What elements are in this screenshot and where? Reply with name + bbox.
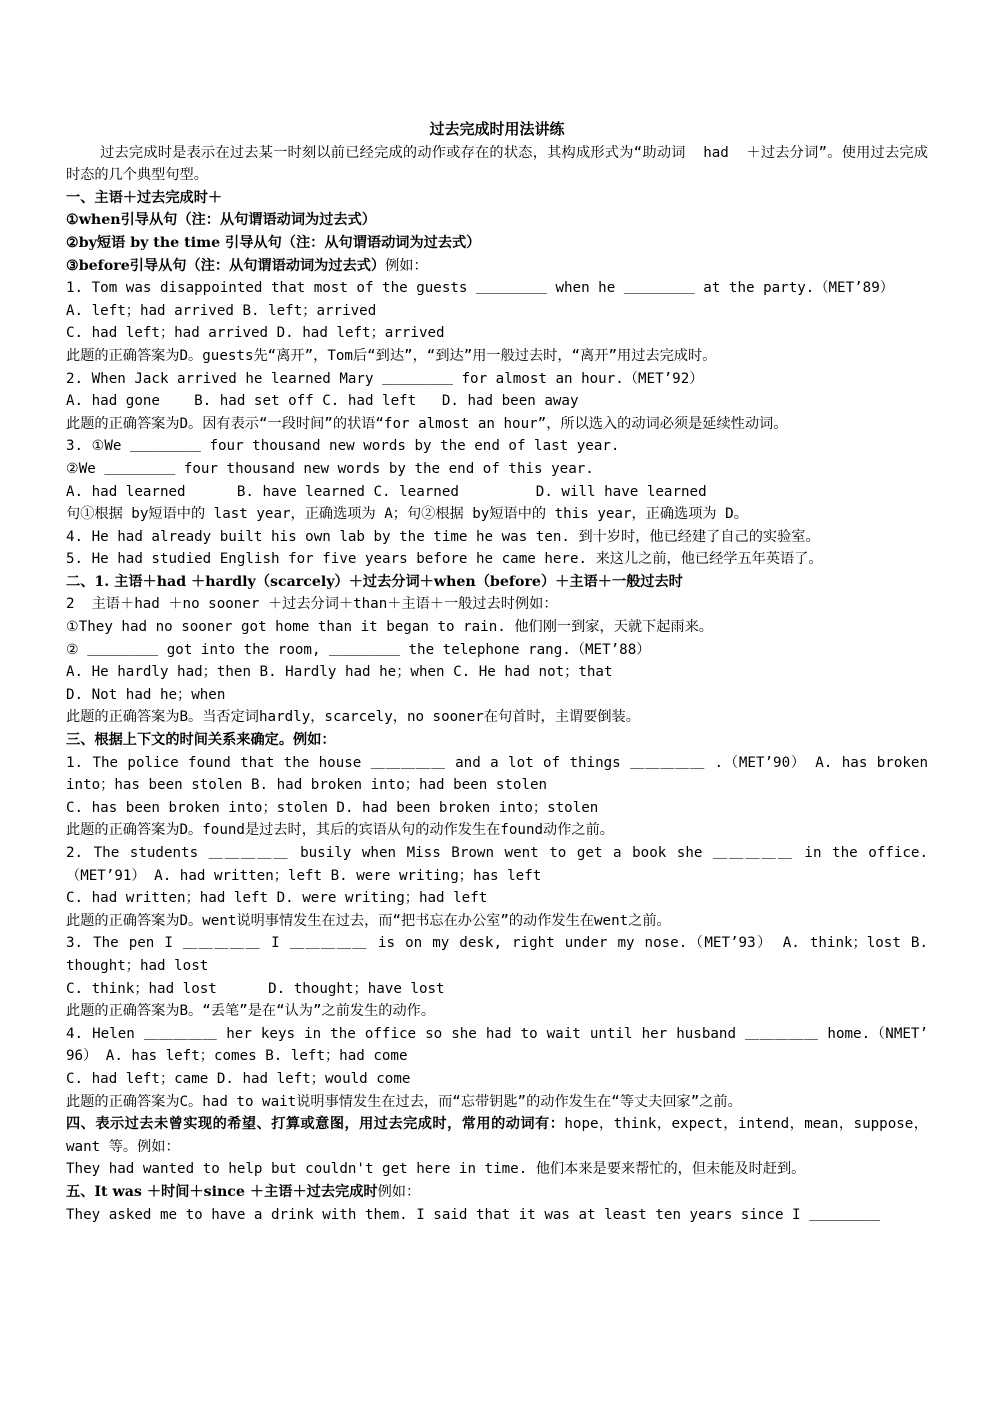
text-segment: hope，think，expect，intend，mean，suppose，want 等。例如：	[66, 1116, 928, 1155]
text-line: C. had left；had arrived D. had left；arrived	[66, 325, 445, 342]
text-line: 此题的正确答案为B。“丢笔”是在“认为”之前发生的动作。	[66, 1003, 436, 1020]
text-line: ②We ＿＿＿＿＿ four thousand new words by the end of this year.	[66, 460, 594, 477]
text-line: They asked me to have a drink with them. I said that it was at least ten years since I ＿＿＿＿＿	[66, 1206, 881, 1223]
text-segment: 五、It was ＋时间＋since ＋主语＋过去完成时	[66, 1183, 378, 1200]
document-title: 过去完成时用法讲练	[429, 120, 565, 138]
text-line: 1. Tom was disappointed that most of the guests ＿＿＿＿＿ when he ＿＿＿＿＿ at the party.（MET’89）	[66, 280, 894, 297]
text-line: 过去完成时是表示在过去某一时刻以前已经完成的动作或存在的状态，其构成形式为“助动词 had ＋过去分词”。使用过去完成时态的几个典型句型。	[66, 144, 928, 184]
text-segment: 例如：	[385, 257, 428, 274]
text-line: They had wanted to help but couldn't get here in time. 他们本来是要来帮忙的，但未能及时赶到。	[66, 1161, 806, 1178]
text-segment: 四、表示过去未曾实现的希望、打算或意图，用过去完成时，常用的动词有：	[66, 1116, 565, 1133]
text-line: A. had learned B. have learned C. learned D. will have learned	[66, 483, 707, 500]
text-line: A. He hardly had；then B. Hardly had he；when C. He had not；that	[66, 664, 613, 681]
text-line: 4. He had already built his own lab by the time he was ten. 到十岁时，他已经建了自己的实验室。	[66, 528, 820, 545]
text-line	[66, 255, 928, 278]
text-line: 此题的正确答案为D。found是过去时，其后的宾语从句的动作发生在found动作之前。	[66, 822, 614, 839]
text-line: 3. ①We ＿＿＿＿＿ four thousand new words by the end of last year.	[66, 438, 620, 455]
text-segment: 例如：	[377, 1183, 421, 1200]
text-line: 此题的正确答案为D。因有表示“一段时间”的状语“for almost an hour”，所以选入的动词必须是延续性动词。	[66, 415, 788, 432]
text-segment: ③before引导从句（注：从句谓语动词为过去式）	[66, 257, 386, 274]
text-line: C. think；had lost D. thought；have lost	[66, 980, 445, 997]
text-line: 3. The pen I ＿＿＿＿＿ I ＿＿＿＿＿ is on my desk, right under my nose.（MET’93） A. think；lost B. thought；had lost	[66, 935, 937, 974]
text-line: 1. The police found that the house ＿＿＿＿＿ and a lot of things ＿＿＿＿＿ .（MET’90） A. has broken into；has been stolen B. had broken into；had been stolen	[66, 754, 937, 794]
text-line: 5. He had studied English for five years before he came here. 来这儿之前，他已经学五年英语了。	[66, 551, 823, 568]
text-line	[66, 1181, 928, 1204]
text-line: 此题的正确答案为D。guests先“离开”，Tom后“到达”，“到达”用一般过去时，“离开”用过去完成时。	[66, 347, 717, 364]
text-line: C. had left；came D. had left；would come	[66, 1070, 411, 1087]
text-line: ①They had no sooner got home than it began to rain. 他们刚一到家，天就下起雨来。	[66, 619, 713, 636]
text-line: 一、主语＋过去完成时＋	[66, 189, 223, 206]
text-line: 此题的正确答案为C。had to wait说明事情发生在过去，而“忘带钥匙”的动作发生在“等丈夫回家”之前。	[66, 1093, 742, 1110]
text-line: 2. When Jack arrived he learned Mary ＿＿＿＿＿ for almost an hour.（MET’92）	[66, 370, 704, 387]
text-line	[66, 1113, 928, 1158]
text-line: 4. Helen ＿＿＿＿＿ her keys in the office so she had to wait until her husband ＿＿＿＿＿ home.（NMET’ 96） A. has left；comes B. left；had come	[66, 1025, 937, 1065]
text-line: A. left；had arrived B. left；arrived	[66, 302, 377, 319]
text-line: 此题的正确答案为D。went说明事情发生在过去，而“把书忘在办公室”的动作发生在went之前。	[66, 912, 671, 929]
text-line: A. had gone B. had set off C. had left D. had been away	[66, 393, 579, 410]
text-line: C. has been broken into；stolen D. had been broken into；stolen	[66, 799, 599, 816]
document-page	[66, 118, 937, 1226]
text-line: 此题的正确答案为B。当否定词hardly，scarcely，no sooner在句首时，主谓要倒装。	[66, 709, 640, 726]
text-line: C. had written；had left D. were writing；had left	[66, 890, 488, 907]
text-line: 句①根据 by短语中的 last year，正确选项为 A；句②根据 by短语中的 this year，正确选项为 D。	[66, 506, 748, 523]
text-line: ②by短语 by the time 引导从句（注：从句谓语动词为过去式）	[66, 234, 481, 251]
text-line: ①when引导从句（注：从句谓语动词为过去式）	[66, 212, 376, 229]
text-line: 2 主语＋had ＋no sooner ＋过去分词＋than＋主语＋一般过去时例如：	[66, 596, 558, 613]
text-line: D. Not had he；when	[66, 686, 226, 703]
text-line: ② ＿＿＿＿＿ got into the room, ＿＿＿＿＿ the telephone rang.（MET’88）	[66, 641, 651, 658]
text-line: 2. The students ＿＿＿＿＿ busily when Miss Brown went to get a book she ＿＿＿＿＿ in the office.（MET’91） A. had written；left B. were writing；has left	[66, 845, 928, 884]
document-body	[66, 142, 937, 1227]
text-line: 三、根据上下文的时间关系来确定。例如：	[66, 732, 336, 749]
text-line: 二、1. 主语＋had ＋hardly（scarcely）＋过去分词＋when（before）＋主语＋一般过去时	[66, 573, 683, 590]
